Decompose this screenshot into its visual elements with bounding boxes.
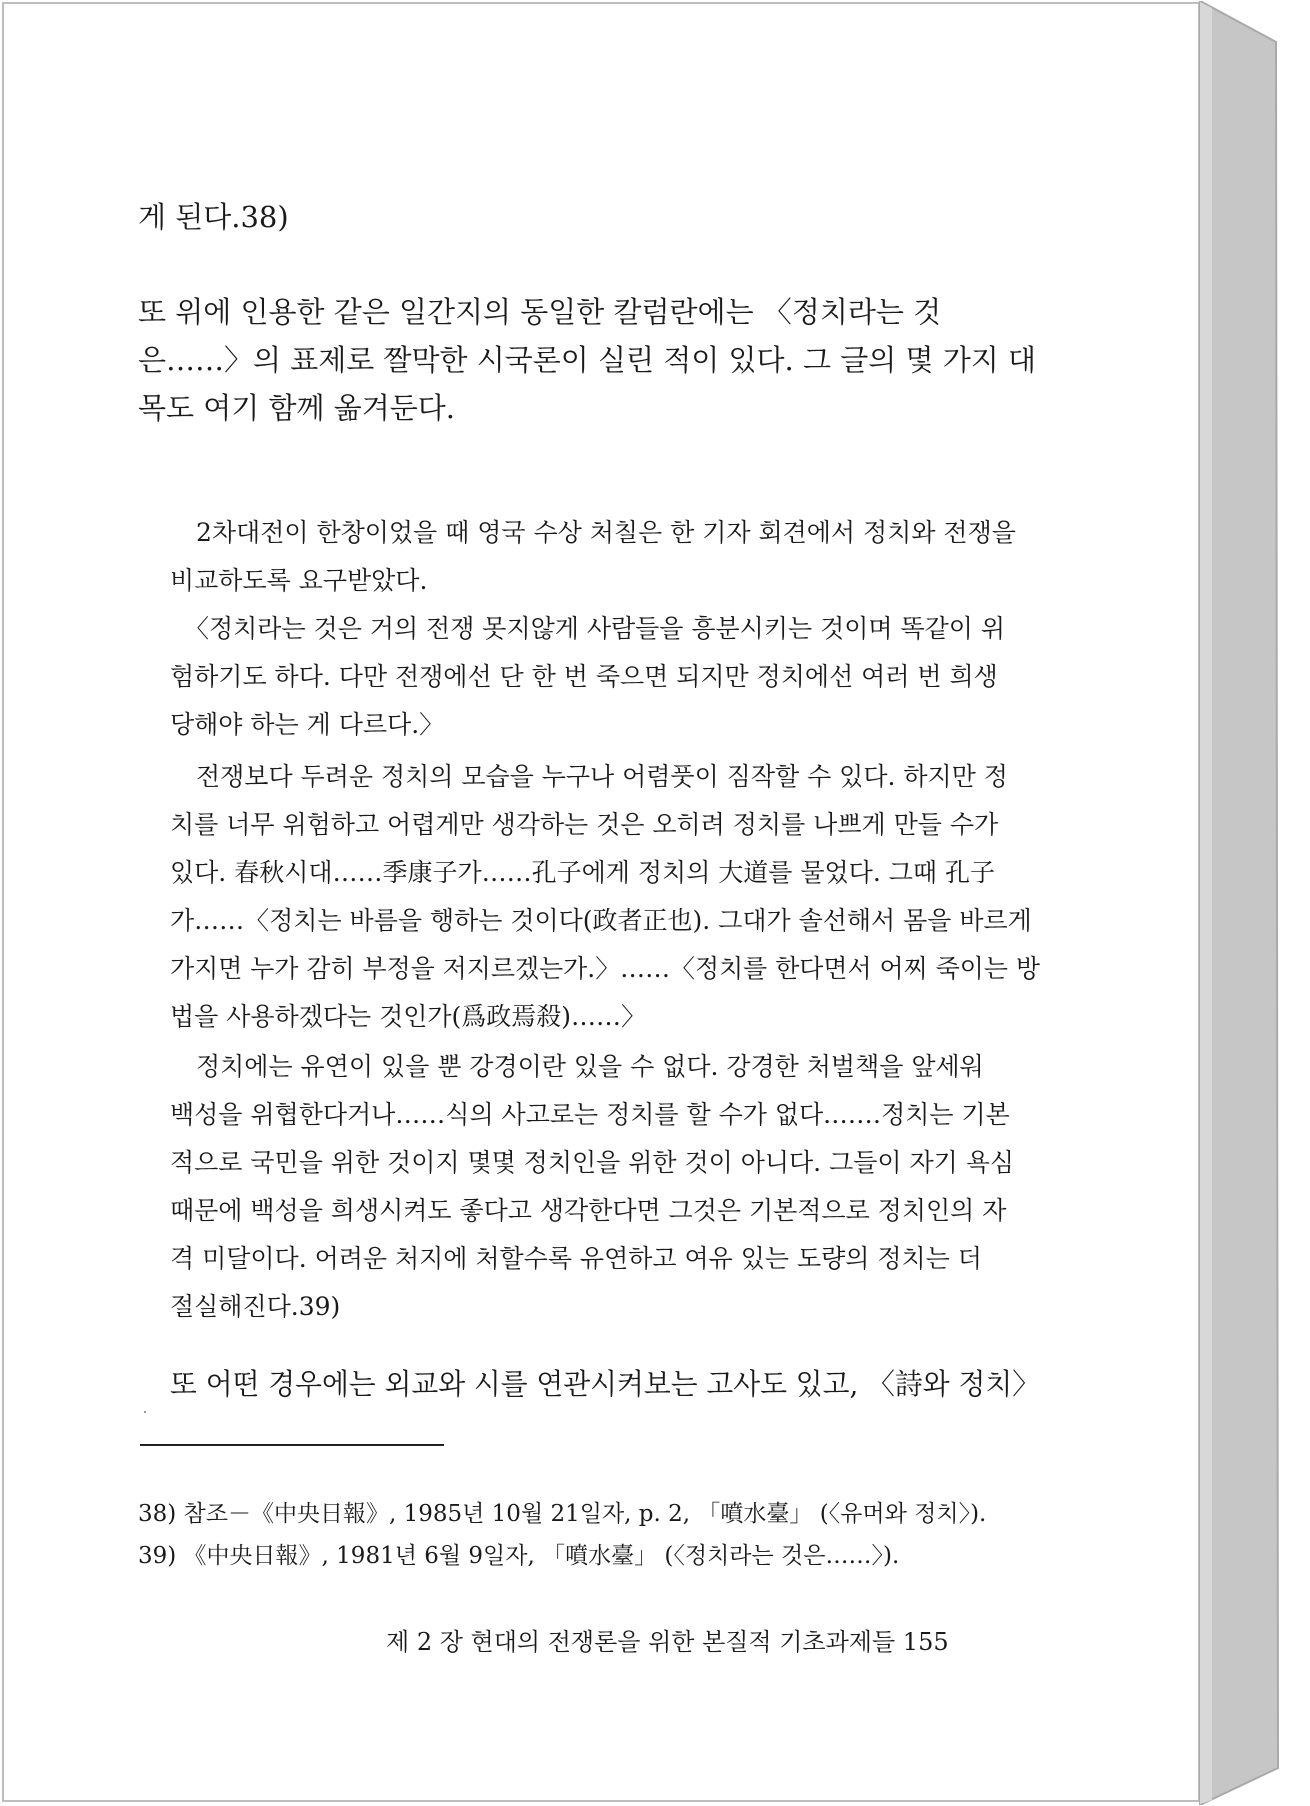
quote-line: 때문에 백성을 희생시켜도 좋다고 생각한다면 그것은 기본적으로 정치인의 자 [170, 1196, 1007, 1225]
quote-line: 법을 사용하겠다는 것인가(爲政焉殺)……〉 [170, 1002, 647, 1031]
quote-line: 격 미달이다. 어려운 처지에 처할수록 유연하고 여유 있는 도량의 정치는 더 [170, 1244, 982, 1273]
quote-line: 당해야 하는 게 다르다.〉 [170, 710, 445, 739]
quote-line: 2차대전이 한창이었을 때 영국 수상 처칠은 한 기자 회견에서 정치와 전쟁을 [196, 518, 1016, 547]
quote-line: 정치에는 유연이 있을 뿐 강경이란 있을 수 없다. 강경한 처벌책을 앞세워 [196, 1052, 984, 1081]
page-footer: 제 2 장 현대의 전쟁론을 위한 본질적 기초과제들 155 [386, 1628, 949, 1656]
text-line: 목도 여기 함께 옮겨둔다. [138, 391, 456, 425]
quote-line: 가지면 누가 감히 부정을 저지르겠는가.〉……〈정치를 한다면서 어찌 죽이는 방 [170, 954, 1040, 983]
footnote-38: 38) 참조－《中央日報》, 1985년 10월 21일자, p. 2, 「噴水臺」 (〈유머와 정치〉). [138, 1501, 987, 1527]
quote-line: 전쟁보다 두려운 정치의 모습을 누구나 어렴풋이 짐작할 수 있다. 하지만 정 [196, 762, 1008, 791]
text-line: 은……〉의 표제로 짤막한 시국론이 실린 적이 있다. 그 글의 몇 가지 대 [138, 343, 1036, 377]
quote-line: 험하기도 하다. 다만 전쟁에선 단 한 번 죽으면 되지만 정치에선 여러 번 희생 [170, 662, 998, 691]
quote-line: 〈정치라는 것은 거의 전쟁 못지않게 사람들을 흥분시키는 것이며 똑같이 위 [184, 614, 1006, 643]
quote-line: 비교하도록 요구받았다. [170, 566, 428, 595]
quote-line: 백성을 위협한다거나……식의 사고로는 정치를 할 수가 없다.……정치는 기본 [170, 1100, 1010, 1129]
quote-line: 절실해진다.39) [170, 1292, 341, 1321]
footnote-rule [140, 1444, 444, 1446]
scan-speck [144, 1411, 146, 1413]
quote-line: 치를 너무 위험하고 어렵게만 생각하는 것은 오히려 정치를 나쁘게 만들 수가 [170, 810, 999, 839]
quote-line: 있다. 春秋시대……季康子가……孔子에게 정치의 大道를 물었다. 그때 孔子 [170, 858, 995, 887]
quote-line: 가……〈정치는 바름을 행하는 것이다(政者正也). 그대가 솔선해서 몸을 바르게 [170, 906, 1032, 935]
footnote-39: 39) 《中央日報》, 1981년 6월 9일자, 「噴水臺」 (〈정치라는 것은……〉). [138, 1543, 900, 1569]
closing-line: 또 어떤 경우에는 외교와 시를 연관시켜보는 고사도 있고, 〈詩와 정치〉 [170, 1367, 1040, 1401]
text-line: 또 위에 인용한 같은 일간지의 동일한 칼럼란에는 〈정치라는 것 [138, 295, 942, 329]
text-line: 게 된다.38) [138, 200, 289, 234]
quote-line: 적으로 국민을 위한 것이지 몇몇 정치인을 위한 것이 아니다. 그들이 자기 욕심 [170, 1148, 1015, 1177]
